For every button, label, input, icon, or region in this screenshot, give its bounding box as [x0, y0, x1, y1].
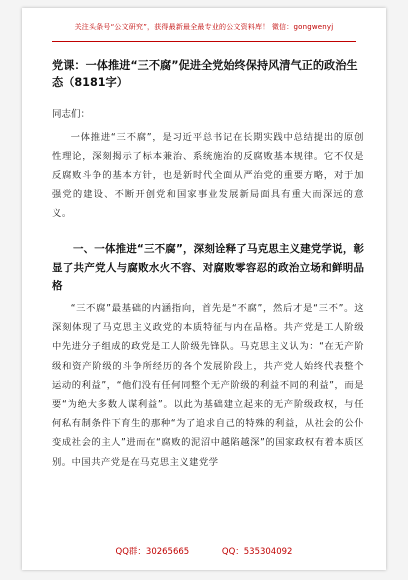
paragraph-section-1: “三不腐”最基础的内涵指向，首先是“不腐”，然后才是“三不”。这深刻体现了马克思主义政党的本质特征与内在品格。共产党是工人阶级中先进分子组成的政党是工人阶级先锋队。马克思主义认为：“在无产阶级和资产阶级的斗争所经历的各个发展阶段上，共产党人始终代表整个运动的利益”，“他们没有任何同整个无产阶级的利益不同的利益”，而是要“为绝大多数人谋利益”。以此为基础建立起来的无产阶级政权，与任何私有制条件下育生的那种“为了追求自己的特殊的利益，从社会的公仆变成社会的主人”进而在“腐败的泥沼中越陷越深”的国家政权有着本质区别。中国共产党是在马克思主义建党学	[52, 303, 364, 468]
greeting: 同志们：	[52, 109, 91, 120]
document-title: 党课：一体推进“三不腐”促进全党始终保持风清气正的政治生态（8181字）	[52, 59, 358, 89]
footer-qq-group: QQ群：30265665	[115, 547, 190, 557]
header-banner: 关注头条号“公文研究”，获得最新最全最专业的公文资料库！ 微信：gongwenyj	[74, 23, 334, 31]
section-heading-1: 一、一体推进“三不腐”，深刻诠释了马克思主义建党学说，彰显了共产党人与腐败水火不容、对腐败零容忍的政治立场和鲜明品格	[52, 243, 364, 292]
document-page	[22, 8, 386, 570]
paragraph-intro: 一体推进“三不腐”，是习近平总书记在长期实践中总结提出的原创性理论，深刻揭示了标本兼治、系统施治的反腐败基本规律。它不仅是反腐败斗争的基本方针，也是新时代全面从严治党的重要方略，对于加强党的建设、不断开创党和国家事业发展新局面具有重大而深远的意义。	[52, 132, 364, 219]
header-divider	[52, 41, 356, 42]
footer-qq: QQ：535304092	[221, 547, 293, 557]
footer-contacts	[22, 545, 386, 557]
